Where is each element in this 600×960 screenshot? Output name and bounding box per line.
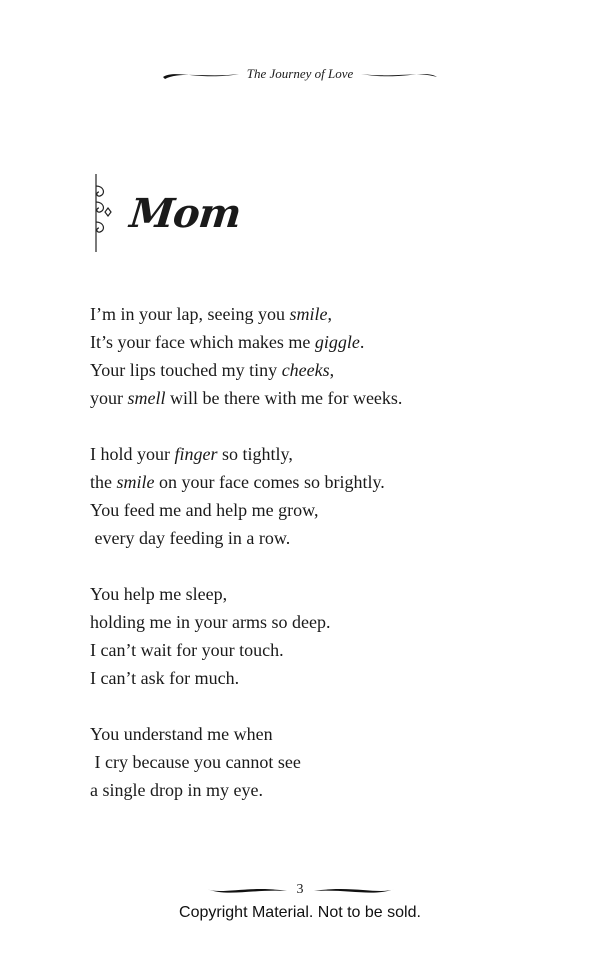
swash-right-icon [312, 881, 396, 899]
poem-stanza [90, 300, 530, 412]
poem-line [90, 356, 530, 384]
poem-stanza [90, 440, 530, 552]
line-text: , [327, 304, 332, 324]
poem-line [90, 580, 530, 608]
emphasized-word: smile [116, 472, 155, 492]
line-text: You understand me when [90, 724, 273, 744]
poem-line [90, 664, 530, 692]
emphasized-word: giggle [314, 332, 360, 352]
line-text: I hold your [90, 444, 175, 464]
poem-stanza [90, 580, 530, 692]
line-text: on your face comes so brightly. [154, 472, 385, 492]
line-text: , [329, 360, 335, 380]
poem-line [90, 776, 530, 804]
line-text: your [90, 388, 128, 408]
line-text: a single drop in my eye. [90, 780, 263, 800]
page-number: 3 [296, 882, 304, 897]
poem-line [90, 384, 530, 412]
emphasized-word: finger [174, 444, 218, 464]
copyright-notice: Copyright Material. Not to be sold. [179, 904, 421, 921]
poem-stanza [90, 720, 530, 804]
line-text: Your lips touched my tiny [90, 360, 282, 380]
poem-line [90, 748, 530, 776]
emphasized-word: smell [127, 388, 166, 408]
scroll-ornament-icon [90, 172, 118, 254]
poem-line [90, 720, 530, 748]
line-text: will be there with me for weeks. [165, 388, 403, 408]
swash-left-icon [205, 881, 289, 899]
emphasized-word: cheeks [281, 360, 330, 380]
chapter-heading [90, 172, 243, 254]
line-text: I can’t ask for much. [90, 668, 240, 688]
poem-line [90, 608, 530, 636]
poem-line [90, 524, 530, 552]
poem-body [90, 300, 530, 832]
line-text: You help me sleep, [90, 584, 228, 604]
poem-line [90, 496, 530, 524]
chapter-title: Mom [127, 189, 243, 237]
line-text: You feed me and help me grow, [90, 500, 319, 520]
line-text: I cry because you cannot see [90, 752, 301, 772]
line-text: It’s your face which makes me [90, 332, 315, 352]
line-text: holding me in your arms so deep. [90, 612, 331, 632]
swash-left-icon [161, 65, 241, 83]
poem-line [90, 636, 530, 664]
page-footer [200, 878, 400, 902]
line-text: . [359, 332, 365, 352]
line-text: I’m in your lap, seeing you [90, 304, 290, 324]
poem-line [90, 300, 530, 328]
poem-line [90, 328, 530, 356]
line-text: I can’t wait for your touch. [90, 640, 284, 660]
line-text: every day feeding in a row. [90, 528, 291, 548]
emphasized-word: smile [289, 304, 328, 324]
line-text: the [90, 472, 117, 492]
running-header [150, 60, 450, 88]
poem-line [90, 440, 530, 468]
book-title: The Journey of Love [246, 66, 354, 81]
poem-line [90, 468, 530, 496]
line-text: so tightly, [217, 444, 293, 464]
swash-right-icon [359, 65, 439, 83]
